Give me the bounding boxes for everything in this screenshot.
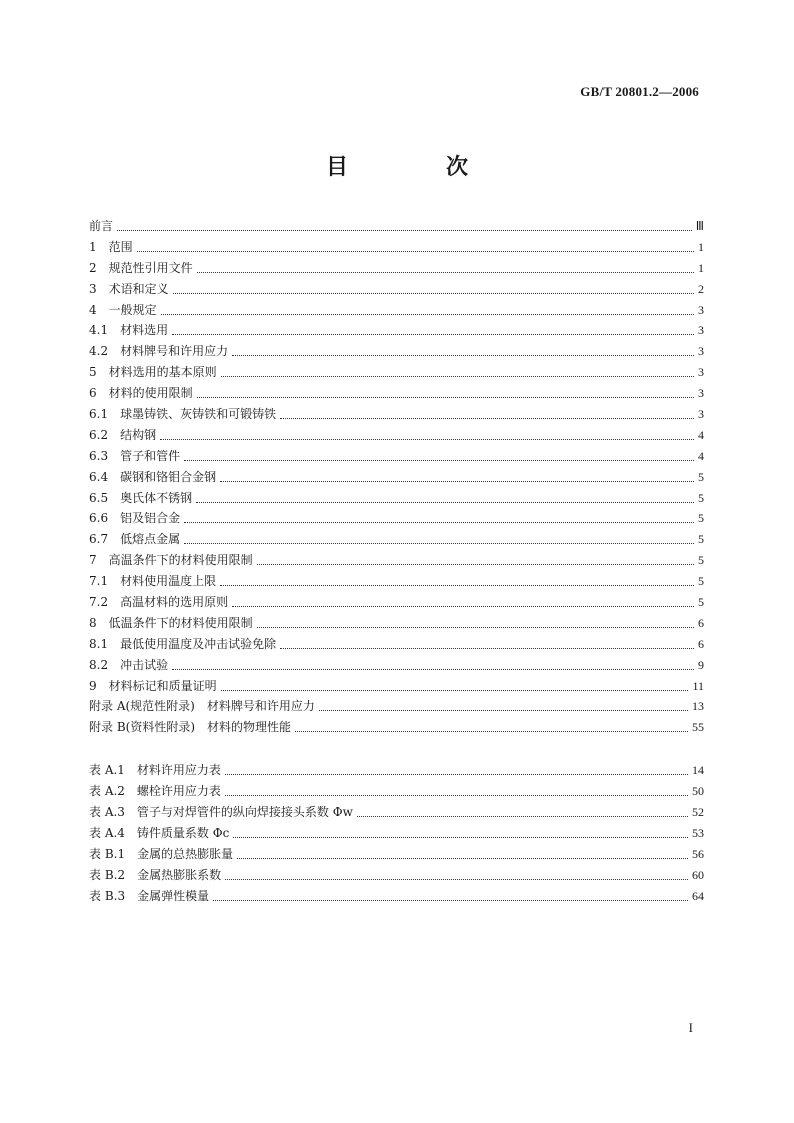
toc-entry-label: 表 A.2 螺栓许用应力表: [89, 784, 221, 799]
toc-entry-label: 表 A.4 铸件质量系数 Φc: [89, 825, 230, 840]
toc-entry-page: 6: [698, 636, 704, 651]
toc-entry-label: 8 低温条件下的材料使用限制: [89, 615, 253, 630]
toc-entry-page: 3: [698, 407, 704, 422]
toc-entry-label: 9 材料标记和质量证明: [89, 678, 217, 693]
toc-entry-label: 6 材料的使用限制: [89, 386, 193, 401]
toc-entry[interactable]: [89, 529, 704, 550]
dot-leader: [221, 678, 689, 691]
toc-entry-label: 6.1 球墨铸铁、灰铸铁和可锻铸铁: [89, 407, 277, 422]
toc-entry[interactable]: [89, 383, 704, 404]
toc-entry-label: 6.6 铝及铝合金: [89, 511, 181, 526]
toc-entry-page: 3: [698, 344, 704, 359]
toc-entry-label: 7.2 高温材料的选用原则: [89, 595, 229, 610]
page-title: 目 次: [325, 154, 506, 180]
toc-entry[interactable]: [89, 676, 704, 697]
dot-leader: [213, 888, 688, 901]
dot-leader: [196, 490, 694, 503]
toc-entry[interactable]: [89, 508, 704, 529]
toc-entry-label: 6.2 结构钢: [89, 427, 157, 442]
toc-table-list: [89, 760, 704, 906]
dot-leader: [295, 719, 688, 732]
toc-entry-label: 7 高温条件下的材料使用限制: [89, 553, 253, 568]
toc-entry[interactable]: [89, 571, 704, 592]
toc-entry-page: 64: [692, 888, 704, 903]
toc-entry-page: 5: [698, 532, 704, 547]
toc-entry[interactable]: [89, 258, 704, 279]
toc-entry-page: 5: [698, 490, 704, 505]
toc-entry-page: 6: [698, 615, 704, 630]
dot-leader: [161, 302, 694, 315]
toc-entry-label: 8.1 最低使用温度及冲击试验免除: [89, 636, 277, 651]
toc-entry-label: 表 A.1 材料许用应力表: [89, 763, 221, 778]
toc-entry-page: 3: [698, 302, 704, 317]
dot-leader: [257, 615, 694, 628]
toc-entry[interactable]: [89, 300, 704, 321]
toc-entry-page: 1: [698, 260, 704, 275]
toc-entry[interactable]: [89, 446, 704, 467]
toc-entry-label: 前言: [89, 219, 114, 233]
toc-entry-page: 3: [698, 323, 704, 338]
toc-entry-label: 4.2 材料牌号和许用应力: [89, 344, 229, 359]
dot-leader: [160, 427, 694, 440]
toc-entry[interactable]: [89, 362, 704, 383]
toc-entry[interactable]: [89, 404, 704, 425]
dot-leader: [280, 636, 694, 649]
dot-leader: [220, 469, 694, 482]
table-of-contents: [89, 216, 704, 907]
dot-leader: [225, 762, 688, 775]
toc-entry[interactable]: [89, 550, 704, 571]
toc-entry-label: 7.1 材料使用温度上限: [89, 574, 217, 589]
standard-number: GB/T 20801.2—2006: [580, 84, 699, 99]
toc-entry-page: 14: [692, 763, 704, 778]
toc-entry-page: 5: [698, 595, 704, 610]
toc-entry-page: 4: [698, 448, 704, 463]
toc-entry[interactable]: [89, 320, 704, 341]
dot-leader: [172, 657, 694, 670]
toc-table-entry[interactable]: [89, 823, 704, 844]
dot-leader: [184, 531, 694, 544]
toc-entry[interactable]: [89, 592, 704, 613]
toc-entry[interactable]: [89, 425, 704, 446]
dot-leader: [357, 804, 688, 817]
toc-entry-label: 表 B.1 金属的总热膨胀量: [89, 846, 234, 861]
toc-entry-page: 60: [692, 867, 704, 882]
toc-entry[interactable]: [89, 237, 704, 258]
toc-entry-page: 5: [698, 511, 704, 526]
toc-entry-label: 3 术语和定义: [89, 281, 169, 296]
dot-leader: [319, 698, 688, 711]
toc-entry-label: 8.2 冲击试验: [89, 657, 169, 672]
toc-entry-page: 2: [698, 281, 704, 296]
dot-leader: [280, 406, 694, 419]
dot-leader: [225, 783, 688, 796]
toc-table-entry[interactable]: [89, 781, 704, 802]
toc-entry-label: 6.7 低熔点金属: [89, 532, 181, 547]
toc-entry-label: 附录 B(资料性附录) 材料的物理性能: [89, 720, 291, 735]
dot-leader: [172, 322, 694, 335]
dot-leader: [221, 364, 694, 377]
toc-table-entry[interactable]: [89, 865, 704, 886]
toc-entry-page: 5: [698, 553, 704, 568]
toc-entry-page: 53: [692, 825, 704, 840]
toc-entry-page: 4: [698, 427, 704, 442]
toc-entry[interactable]: [89, 655, 704, 676]
toc-entry-label: 2 规范性引用文件: [89, 260, 193, 275]
toc-entry-label: 6.3 管子和管件: [89, 448, 181, 463]
toc-entry-label: 表 B.3 金属弹性模量: [89, 888, 210, 903]
toc-entry-page: 5: [698, 574, 704, 589]
toc-table-entry[interactable]: [89, 802, 704, 823]
toc-divider-space: [89, 738, 704, 760]
toc-entry[interactable]: [89, 341, 704, 362]
toc-entry-page: 5: [698, 469, 704, 484]
toc-entry-label: 6.4 碳钢和铬钼合金钢: [89, 469, 217, 484]
dot-leader: [237, 846, 688, 859]
dot-leader: [173, 281, 694, 294]
toc-entry[interactable]: [89, 696, 704, 717]
toc-table-entry[interactable]: [89, 760, 704, 781]
dot-leader: [225, 867, 688, 880]
toc-entry-page: 3: [698, 365, 704, 380]
dot-leader: [232, 343, 694, 356]
dot-leader: [137, 239, 694, 252]
toc-entry-page: 13: [692, 699, 704, 714]
toc-entry-page: 52: [692, 805, 704, 820]
toc-entry-page: 1: [698, 239, 704, 254]
toc-entry-page: 56: [692, 846, 704, 861]
toc-entry-label: 4 一般规定: [89, 302, 157, 317]
dot-leader: [197, 385, 694, 398]
toc-entry-label: 4.1 材料选用: [89, 323, 169, 338]
toc-table-entry[interactable]: [89, 886, 704, 907]
toc-entry-label: 表 B.2 金属热膨胀系数: [89, 867, 222, 882]
toc-table-entry[interactable]: [89, 844, 704, 865]
toc-entry[interactable]: [89, 634, 704, 655]
toc-entry-page: 50: [692, 784, 704, 799]
toc-entry-label: 表 A.3 管子与对焊管件的纵向焊接接头系数 Φw: [89, 805, 353, 820]
toc-entry-label: 1 范围: [89, 239, 133, 254]
toc-entry[interactable]: [89, 279, 704, 300]
toc-entry-page: Ⅲ: [695, 219, 704, 233]
toc-entry-label: 6.5 奥氏体不锈钢: [89, 490, 193, 505]
dot-leader: [184, 448, 694, 461]
toc-entry-page: 3: [698, 386, 704, 401]
toc-entry[interactable]: [89, 613, 704, 634]
toc-entry-label: 附录 A(规范性附录) 材料牌号和许用应力: [89, 699, 315, 714]
toc-entry[interactable]: [89, 216, 704, 237]
page-folio: I: [688, 1020, 693, 1035]
toc-entry-page: 55: [692, 720, 704, 735]
dot-leader: [197, 260, 694, 273]
toc-entry[interactable]: [89, 467, 704, 488]
toc-entry-page: 11: [692, 678, 704, 693]
dot-leader: [220, 573, 694, 586]
toc-section-list: [89, 216, 704, 738]
toc-entry[interactable]: [89, 488, 704, 509]
dot-leader: [184, 510, 694, 523]
dot-leader: [233, 825, 688, 838]
toc-entry-page: 9: [698, 657, 704, 672]
toc-entry-label: 5 材料选用的基本原则: [89, 365, 217, 380]
dot-leader: [257, 552, 694, 565]
dot-leader: [232, 594, 694, 607]
dot-leader: [117, 218, 692, 231]
toc-entry[interactable]: [89, 717, 704, 738]
